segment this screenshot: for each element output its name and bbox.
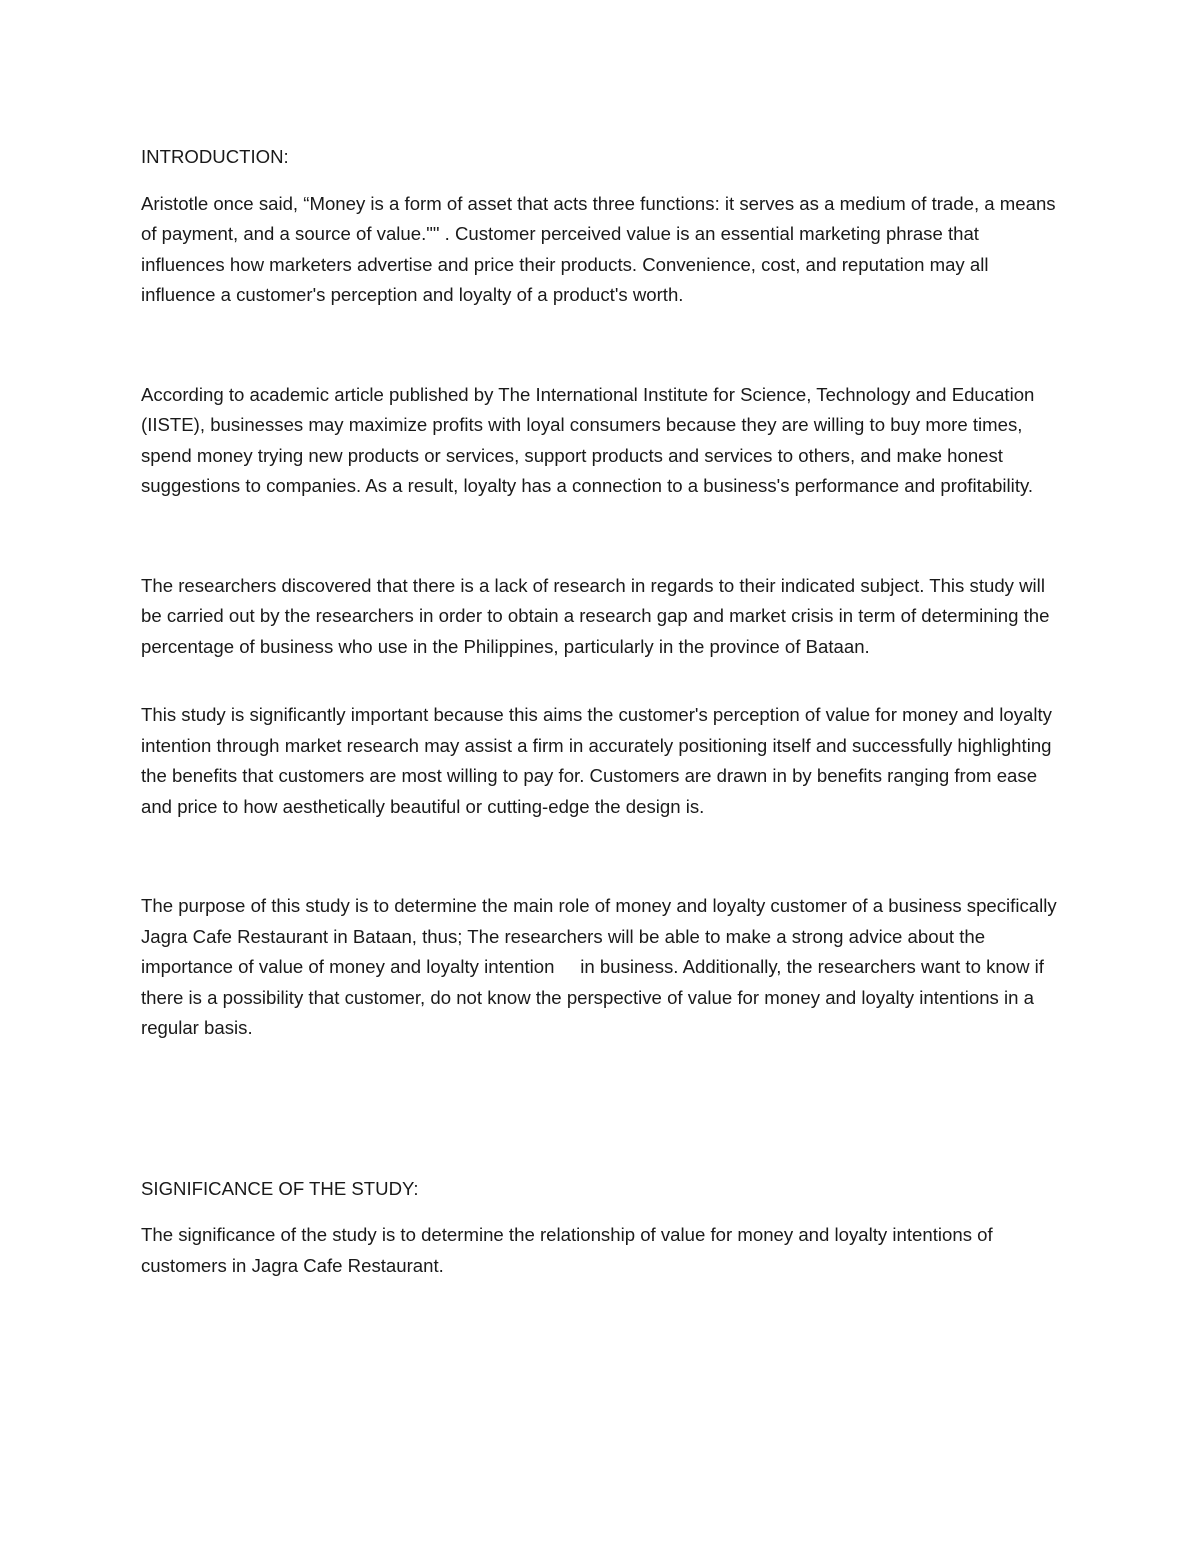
intro-paragraph-iiste: According to academic article published by The International Institute for Science, Technology and Education (IISTE), businesses may maximize profits with loyal consumers because they are willing to buy more times, spend money trying new products or services, support products and services to others, and make honest suggestions to companies. As a result, loyalty has a connection to a business's performance and profitability. xyxy=(141,383,1035,496)
significance-heading: SIGNIFICANCE OF THE STUDY: xyxy=(141,1177,419,1199)
introduction-heading: INTRODUCTION: xyxy=(141,146,289,167)
intro-paragraph-importance: This study is significantly important because this aims the customer's perception of value for money and loyalty intention through market research may assist a firm in accurately positioning itself and successfully highlighting the benefits that customers are most willing to pay for. Customers are drawn in by benefits ranging from ease and price to how aesthetically beautiful or cutting-edge the design is. xyxy=(141,704,1052,817)
intro-paragraph-purpose: The purpose of this study is to determine the main role of money and loyalty customer of a business specifically Jagra Cafe Restaurant in Bataan, thus; The researchers will be able to make a strong advice about the importance of value of money and loyalty intention in business. Additionally, the researchers want to know if there is a possibility that customer, do not know the perspective of value for money and loyalty intentions in a regular basis. xyxy=(141,895,1062,1038)
intro-paragraph-aristotle: Aristotle once said, “Money is a form of asset that acts three functions: it serves as a medium of trade, a means of payment, and a source of value."" . Customer perceived value is an essential marketing phrase that influences how marketers advertise and price their products. Convenience, cost, and reputation may all influence a customer's perception and loyalty of a product's worth. xyxy=(141,192,1056,305)
intro-paragraph-research-gap: The researchers discovered that there is a lack of research in regards to their indicated subject. This study will be carried out by the researchers in order to obtain a research gap and market crisis in term of determining the percentage of business who use in the Philippines, particularly in the province of Bataan. xyxy=(141,574,1050,657)
document-body xyxy=(141,142,1066,1281)
significance-paragraph: The significance of the study is to determine the relationship of value for money and loyalty intentions of customers in Jagra Cafe Restaurant. xyxy=(141,1224,993,1276)
